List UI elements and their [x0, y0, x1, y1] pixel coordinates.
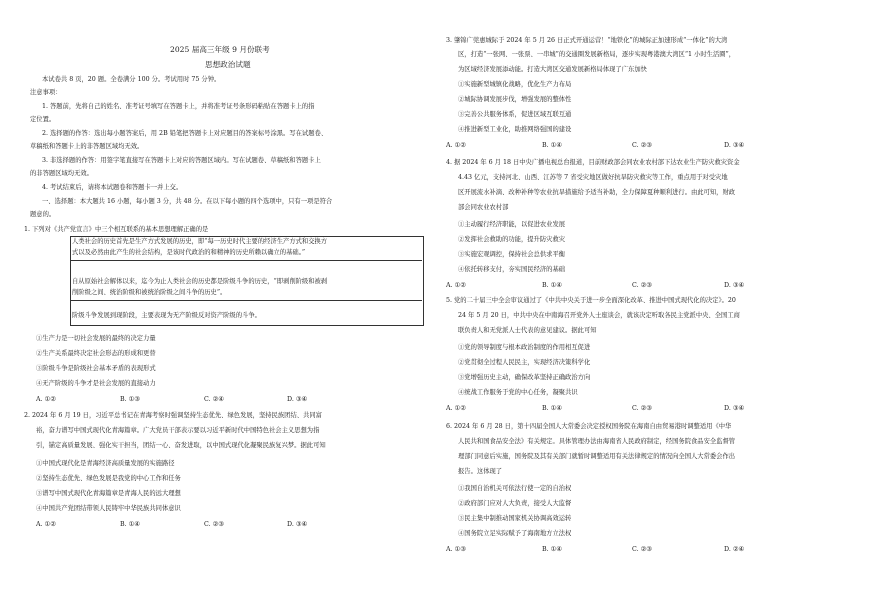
q6-choice-a: A. ①③ — [446, 546, 466, 553]
q4-statement-4: ④依托转移支付，夯实国民经济的基础 — [458, 266, 566, 273]
q4-stem-line4: 部会同农业农村部 — [458, 204, 509, 211]
q1-statement-2: ②生产关系最终决定社会形态的形成和更替 — [36, 350, 156, 357]
q3-stem-line3: 为区域经济发展添动能。打造大湾区交通发展新格局体现了广东加快 — [458, 66, 647, 73]
q6-statement-1: ①我国自治机关可依法行使一定的自治权 — [458, 485, 572, 492]
q3-stem-line2: 区，打造“一张网、一张票、一串城”的交通圈发展新格局，逐步实现粤港澳大湾区“1 小时生活圈”， — [458, 51, 736, 58]
q2-statement-4: ④中国共产党团结带领人民铸牢中华民族共同体意识 — [36, 505, 181, 512]
q3-statement-3: ③完善公共服务体系，促进区域互联互通 — [458, 111, 572, 118]
q4-statement-2: ②发挥社会救助的功能，提升防灾救灾 — [458, 236, 566, 243]
note-2-cont: 草稿纸和答题卡上的非答题区域均无效。 — [30, 143, 144, 150]
q6-choice-d: D. ②④ — [724, 546, 745, 553]
q1-box1-line1: 人类社会的历史首先是生产方式发展的历史，即“每一历史时代主要的经济生产方式和交换方 — [72, 238, 328, 245]
q1-choice-a: A. ①② — [36, 396, 56, 403]
q2-stem-line1: 2. 2024 年 6 月 19 日，习近平总书记在青海考察时强调坚持生态优先、绿色发展，坚持民族团结、共同富 — [24, 412, 322, 419]
q3-choice-b: B. ①④ — [542, 142, 562, 149]
note-2: 2. 选择题的作答：选出每小题答案后，用 2B 铅笔把答题卡上对应题目的答案标号涂黑。写在试题卷、 — [42, 130, 328, 137]
q4-statement-1: ①主动履行经济职能，以促进农业发展 — [458, 221, 566, 228]
q5-choice-a: A. ①② — [446, 405, 466, 412]
q2-statement-1: ①中国式现代化是青海经济高质量发展的实施路径 — [36, 460, 175, 467]
note-4: 4. 考试结束后，请将本试题卷和答题卡一并上交。 — [42, 184, 183, 191]
q6-statement-3: ③民主集中制推动国家机关协调高效运转 — [458, 515, 572, 522]
q6-stem-line4: 报告。这体现了 — [458, 468, 503, 475]
q1-statement-4: ④无产阶级的斗争才是社会发展的直接动力 — [36, 380, 156, 387]
q5-statement-3: ③党增强历史主动，确保改革坚持正确政治方向 — [458, 374, 591, 381]
q4-statement-3: ③实施宏观调控，保持社会总供求平衡 — [458, 251, 566, 258]
q5-statement-4: ④统战工作服务于党的中心任务，凝聚共识 — [458, 389, 578, 396]
q3-choice-c: C. ②③ — [632, 142, 652, 149]
q6-choice-c: C. ②③ — [632, 546, 652, 553]
q6-statement-4: ④国务院立足实际赋予了海南地方立法权 — [458, 530, 572, 537]
q2-choice-c: C. ②③ — [204, 521, 224, 528]
q5-choice-c: C. ②③ — [632, 405, 652, 412]
q3-stem-line1: 3. 肇锦广莞惠城际于 2024 年 5 月 26 日正式开通运营！“地铁化”的城际正加速形成“一体化”的大湾 — [446, 37, 728, 44]
q5-statement-1: ①党的领导制度与根本政治制度的作用相互促进 — [458, 344, 591, 351]
q1-box2-line1: 自从原始社会解体以来，迄今为止人类社会的历史都是阶级斗争的历史，“即剥削阶级和被剥 — [72, 278, 328, 285]
q1-statement-1: ①生产力是一切社会发展的最终的决定力量 — [36, 335, 156, 342]
q3-statement-2: ②城际协调发展步伐，增强发展的整体性 — [458, 96, 572, 103]
q6-choice-b: B. ①④ — [542, 546, 562, 553]
q3-statement-4: ④推进新型工业化，助推网络强国的建设 — [458, 126, 572, 133]
q4-choice-b: B. ①④ — [542, 282, 562, 289]
q4-choice-a: A. ①② — [446, 282, 466, 289]
q1-box1-line2: 式以及必然由此产生的社会结构，是该时代政治的和精神的历史所赖以确立的基础。” — [72, 249, 306, 256]
q3-choice-d: D. ③④ — [724, 142, 745, 149]
q2-statement-2: ②坚持生态优先、绿色发展是我党的中心工作和任务 — [36, 475, 181, 482]
q1-choice-c: C. ②④ — [204, 396, 224, 403]
q5-stem-line1: 5. 党的二十届三中全会审议通过了《中共中央关于进一步全面深化改革、推进中国式现代化的决定》。20 — [446, 297, 736, 304]
exam-subtitle: 思想政治试题 — [205, 60, 251, 69]
exam-meta: 本试卷共 8 页，20 题。全卷满分 100 分。考试用时 75 分钟。 — [42, 76, 221, 83]
q2-statement-3: ③谱写中国式现代化青海篇章是青海人民的远大理想 — [36, 490, 181, 497]
q5-stem-line2: 24 年 5 月 20 日，中共中央在中南海召开党外人士座谈会，就该决定听取各民主党派中央、全国工商 — [458, 312, 740, 319]
q2-choice-a: A. ①② — [36, 521, 56, 528]
q1-choice-d: D. ③④ — [287, 396, 308, 403]
section-heading-cont: 题意的。 — [30, 211, 56, 218]
q2-choice-d: D. ③④ — [287, 521, 308, 528]
q4-choice-d: D. ③④ — [724, 282, 745, 289]
q2-choice-b: B. ①④ — [120, 521, 140, 528]
q1-statement-3: ③阶级斗争是阶级社会基本矛盾的表现形式 — [36, 365, 156, 372]
q5-stem-line3: 联负责人和无党派人士代表的意见建议。据此可知 — [458, 327, 597, 334]
q1-choice-b: B. ①③ — [120, 396, 140, 403]
q4-stem-line3: 区开展流水补滴、改种补种等农业抗旱措施给予适当补助，全力保障夏种顺利进行。由此可知，财政 — [458, 189, 736, 196]
q3-statement-1: ①实施新型城镇化战略，优化生产力布局 — [458, 81, 572, 88]
q6-stem-line1: 6. 2024 年 6 月 28 日，第十四届全国人大常委会决定授权国务院在海南自由贸易港时调整适用《中华 — [446, 423, 732, 430]
exam-title: 2025 届高三年级 9 月份联考 — [170, 45, 270, 54]
section-heading: 一、选择题：本大题共 16 小题，每小题 3 分，共 48 分。在以下每小题的四个选项中，只有一项是符合 — [42, 198, 333, 205]
note-1-cont: 定位置。 — [30, 116, 56, 123]
q6-statement-2: ②政府部门应对人大负责，接受人大监督 — [458, 500, 572, 507]
q6-stem-line3: 理部门同意后实施，国务院及其有关部门就暂时调整适用有关法律规定的情况向全国人大常委会作出 — [458, 453, 736, 460]
q5-choice-b: B. ①④ — [542, 405, 562, 412]
q4-choice-c: C. ②③ — [632, 282, 652, 289]
q1-box-divider — [70, 260, 422, 261]
notes-label: 注意事项： — [30, 89, 62, 96]
q5-statement-2: ②党贯彻全过程人民民主，实现经济决策科学化 — [458, 359, 591, 366]
q1-box3-line: 阶级斗争发展到现阶段，主要表现为无产阶级反对资产阶级的斗争。 — [72, 312, 261, 319]
q6-stem-line2: 人民共和国食品安全法》有关规定。具体管理办法由海南省人民政府制定，经国务院食品安全监督管 — [458, 438, 736, 445]
q5-choice-d: D. ③④ — [724, 405, 745, 412]
q1-stem: 1. 下列对《共产党宣言》中三个相互联系的基本思想理解正确的是 — [24, 226, 209, 233]
note-3: 3. 非选择题的作答：用签字笔直接写在答题卡上对应的答题区域内。写在试题卷、草稿纸和答题卡上 — [42, 157, 321, 164]
q2-stem-line2: 裕，奋力谱写中国式现代化青海篇章。广大党员干部表示要以习近平新时代中国特色社会主义思想为指 — [36, 427, 320, 434]
q1-box-divider — [70, 300, 422, 301]
q2-stem-line3: 引，锚定高质量发展、强化实干担当，团结一心、奋发进取，以中国式现代化凝聚民族复兴梦。据此可知 — [36, 442, 326, 449]
q3-choice-a: A. ①② — [446, 142, 466, 149]
note-1: 1. 答题前，先将自己的姓名、准考证号填写在答题卡上，并将准考证号条形码粘贴在答题卡上的指 — [42, 103, 315, 110]
note-3-cont: 的非答题区域均无效。 — [30, 170, 93, 177]
q4-stem-line2: 4.43 亿元，支持河北、山西、江苏等 7 省受灾地区做好抗旱防灾救灾等工作，重点用于对受灾地 — [458, 174, 728, 181]
q4-stem-line1: 4. 据 2024 年 6 月 18 日中央广播电视总台报道，目前财政部会同农业农村部下达农业生产防灾救灾资金 — [446, 159, 740, 166]
q1-box2-line2: 削阶级之间、统治阶级和被统治阶级之间斗争的历史”。 — [72, 289, 227, 296]
